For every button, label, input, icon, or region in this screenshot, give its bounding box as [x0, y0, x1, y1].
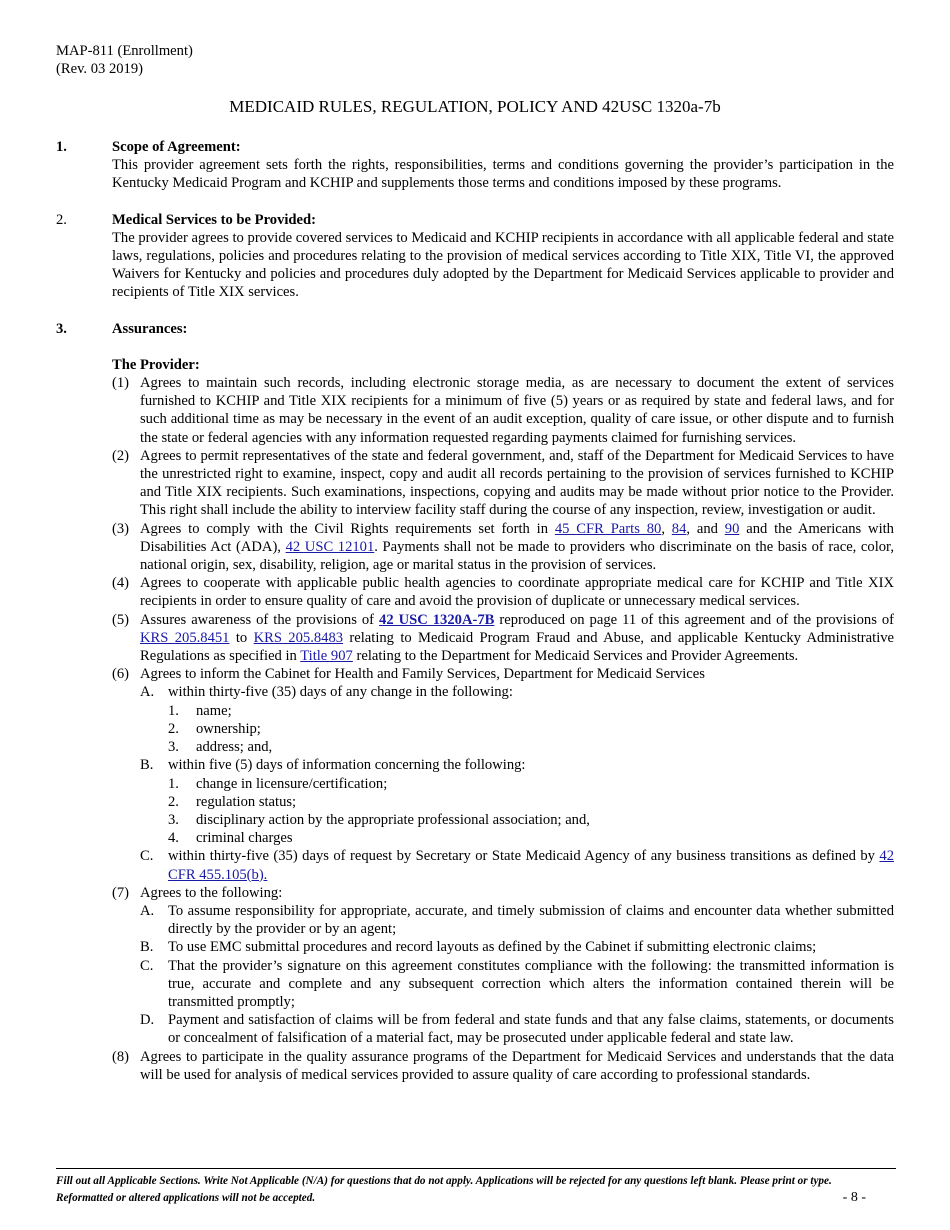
provider-subheading: The Provider:: [112, 356, 200, 373]
list-text: ownership;: [196, 720, 261, 737]
assurance-item-3: [112, 520, 894, 575]
form-revision: (Rev. 03 2019): [56, 61, 144, 78]
section-number: 1.: [56, 139, 67, 155]
item-number: (1): [112, 375, 130, 392]
item-text: relating to Medicaid Program Fraud and Abuse, and applicable Kentucky Administrative Regulations as specified in: [140, 629, 895, 665]
item-text: , and: [686, 520, 725, 537]
section-heading: Scope of Agreement:: [112, 139, 241, 155]
list-number: 2.: [168, 793, 179, 810]
item-text: Assures awareness of the provisions of: [140, 611, 380, 628]
item-number: (2): [112, 447, 130, 464]
list-number: 1.: [168, 702, 179, 719]
list-item: [168, 829, 894, 847]
section-body: This provider agreement sets forth the rights, responsibilities, terms and conditions governing the provider’s participation in the Kentucky Medicaid Program and KCHIP and supplements those terms and conditions imposed by these programs.: [112, 157, 894, 192]
list-item: [168, 811, 894, 829]
item-number: (5): [112, 611, 130, 628]
list-item: [168, 702, 894, 720]
sub-letter: B.: [140, 757, 154, 774]
link-90[interactable]: 90: [724, 520, 740, 537]
section-body: The provider agrees to provide covered services to Medicaid and KCHIP recipients in accordance with all applicable federal and state laws, regulations, policies and procedures relating to the provision of medical services according to Title XIX, Title VI, the approved Waivers for Kentucky and policies and procedures duly adopted by the Department for Medicaid Services applicable to provider and recipients of Title XIX services.: [112, 229, 894, 301]
sub-text: within five (5) days of information concerning the following:: [168, 757, 526, 774]
link-42-cfr-455-105b[interactable]: 42 CFR 455.105(b).: [168, 848, 894, 883]
item-text: Agrees to cooperate with applicable public health agencies to coordinate appropriate medical care for KCHIP and Title XIX recipients in order to ensure quality of care and avoid the provision of duplicate or unnecessary medical services.: [140, 575, 894, 610]
sub-letter: C.: [140, 848, 154, 865]
sub-text: within thirty-five (35) days of request by Secretary or State Medicaid Agency of any business transitions as defined by: [168, 848, 880, 865]
assurance-item-7: [112, 884, 894, 1048]
item-number: (6): [112, 666, 130, 683]
footer-note: Fill out all Applicable Sections. Write Not Applicable (N/A) for questions that do not apply. Applications will be rejected for any questions left blank. Please print or type. Reformatted or altered applications will not be accepted.: [56, 1175, 832, 1204]
sub-letter: D.: [140, 1012, 155, 1029]
section-assurances: [56, 320, 894, 374]
list-text: name;: [196, 702, 232, 719]
link-krs-205-8451[interactable]: KRS 205.8451: [140, 629, 230, 646]
subitem-7d: [140, 1011, 894, 1047]
list-item: [168, 738, 894, 756]
form-header: [56, 42, 193, 78]
subitem-6a: [140, 683, 894, 756]
assurance-item-8: [112, 1048, 894, 1084]
item-text: and the Americans with Disabilities Act (ADA),: [140, 520, 894, 555]
assurance-item-5: [112, 611, 894, 666]
link-84[interactable]: 84: [671, 520, 687, 537]
item-number: (3): [112, 520, 130, 537]
item-text: Agrees to participate in the quality assurance programs of the Department for Medicaid Services and understands that the data will be used for analysis of medical services provided to assure quality of care according to professional standards.: [140, 1048, 894, 1083]
section-number: 3.: [56, 320, 67, 337]
link-title-907[interactable]: Title 907: [300, 648, 353, 665]
item-text: reproduced on page 11 of this agreement and of the provisions of: [494, 611, 895, 628]
item-text: to: [229, 629, 254, 646]
list-number: 1.: [168, 775, 179, 792]
section-number: 2.: [56, 211, 67, 228]
item-text: . Payments shall not be made to providers who discriminate on the basis of race, color, national origin, sex, disability, religion, age or marital status in the provision of services.: [140, 538, 894, 574]
subitem-7a: [140, 902, 894, 938]
assurance-item-4: [112, 574, 894, 610]
item-number: (8): [112, 1048, 130, 1065]
list-number: 3.: [168, 739, 179, 756]
item-text: Agrees to the following:: [140, 884, 283, 901]
assurance-list: [56, 374, 894, 1084]
sub-letter: A.: [140, 902, 155, 919]
section-scope-of-agreement: [56, 138, 894, 193]
sub-letter: A.: [140, 684, 155, 701]
section-heading: Assurances:: [112, 320, 188, 337]
sub-text: within thirty-five (35) days of any change in the following:: [168, 684, 513, 701]
form-id: MAP-811 (Enrollment): [56, 43, 193, 59]
subitem-7c: [140, 957, 894, 1012]
list-text: criminal charges: [196, 830, 293, 847]
sub-text: To use EMC submittal procedures and record layouts as defined by the Cabinet if submitting electronic claims;: [168, 939, 817, 956]
section-heading: Medical Services to be Provided:: [112, 211, 316, 228]
list-item: [168, 775, 894, 793]
assurance-item-1: [112, 374, 894, 447]
item-number: (4): [112, 575, 130, 592]
assurance-item-6: [112, 665, 894, 883]
link-42-usc-12101[interactable]: 42 USC 12101: [285, 538, 375, 555]
item-text: relating to the Department for Medicaid Services and Provider Agreements.: [352, 648, 799, 665]
subitem-6b: [140, 756, 894, 847]
list-number: 3.: [168, 811, 179, 828]
list-text: disciplinary action by the appropriate professional association; and,: [196, 811, 590, 828]
sub-text: To assume responsibility for appropriate, accurate, and timely submission of claims and encounter data whether submitted directly by the provider or by an agent;: [168, 902, 894, 938]
link-krs-205-8483[interactable]: KRS 205.8483: [253, 629, 344, 646]
list-item: [168, 793, 894, 811]
subitem-7b: [140, 938, 894, 956]
list-text: change in licensure/certification;: [196, 775, 388, 792]
list-item: [168, 720, 894, 738]
document-body: [56, 138, 894, 1084]
assurance-item-2: [112, 447, 894, 520]
item-text: ,: [661, 520, 672, 537]
item-text: Agrees to maintain such records, including electronic storage media, as are necessary to document the extent of services furnished to KCHIP and Title XIX recipients for a minimum of five (5) years or as required by state and federal laws, and for such additional time as may be necessary in the event of an audit exception, quality of care issue, or other dispute and to furnish the state or federal agencies with any information requested regarding payments claimed for furnishing services.: [140, 375, 894, 446]
sub-letter: B.: [140, 939, 154, 956]
list-text: address; and,: [196, 739, 273, 756]
sub-letter: C.: [140, 957, 154, 974]
page-number: - 8 -: [842, 1189, 866, 1205]
item-text: Agrees to inform the Cabinet for Health and Family Services, Department for Medicaid Services: [140, 666, 705, 683]
item-number: (7): [112, 884, 130, 901]
subitem-6c: [140, 847, 894, 883]
list-number: 2.: [168, 720, 179, 737]
list-text: regulation status;: [196, 793, 297, 810]
sub-text: Payment and satisfaction of claims will be from federal and state funds and that any false claims, statements, or documents or concealment of falsification of a material fact, may be prosecuted under applicable federal and state law.: [168, 1012, 894, 1047]
page-footer: [56, 1168, 896, 1206]
page-title: MEDICAID RULES, REGULATION, POLICY AND 42USC 1320a-7b: [229, 97, 721, 116]
item-text: Agrees to comply with the Civil Rights requirements set forth in: [140, 520, 555, 537]
section-medical-services: [56, 211, 894, 302]
item-text: Agrees to permit representatives of the state and federal government, and, staff of the Department for Medicaid Services to have the unrestricted right to examine, inspect, copy and audit all records pertaining to the provision of services furnished to KCHIP and Title XIX recipients. Such examinations, inspections, copying and audits may be made without prior notice to the Provider. This right shall include the ability to interview facility staff during the course of any inspection, review, investigation or audit.: [140, 447, 894, 519]
link-45-cfr-parts-80[interactable]: 45 CFR Parts 80: [554, 520, 662, 537]
link-42-usc-1320a-7b[interactable]: 42 USC 1320A-7B: [379, 611, 495, 628]
list-number: 4.: [168, 830, 179, 847]
sub-text: That the provider’s signature on this agreement constitutes compliance with the following: the transmitted information is true, accurate and complete and any subsequent correction which alters the information contained therein will be transmitted promptly;: [168, 957, 894, 1010]
